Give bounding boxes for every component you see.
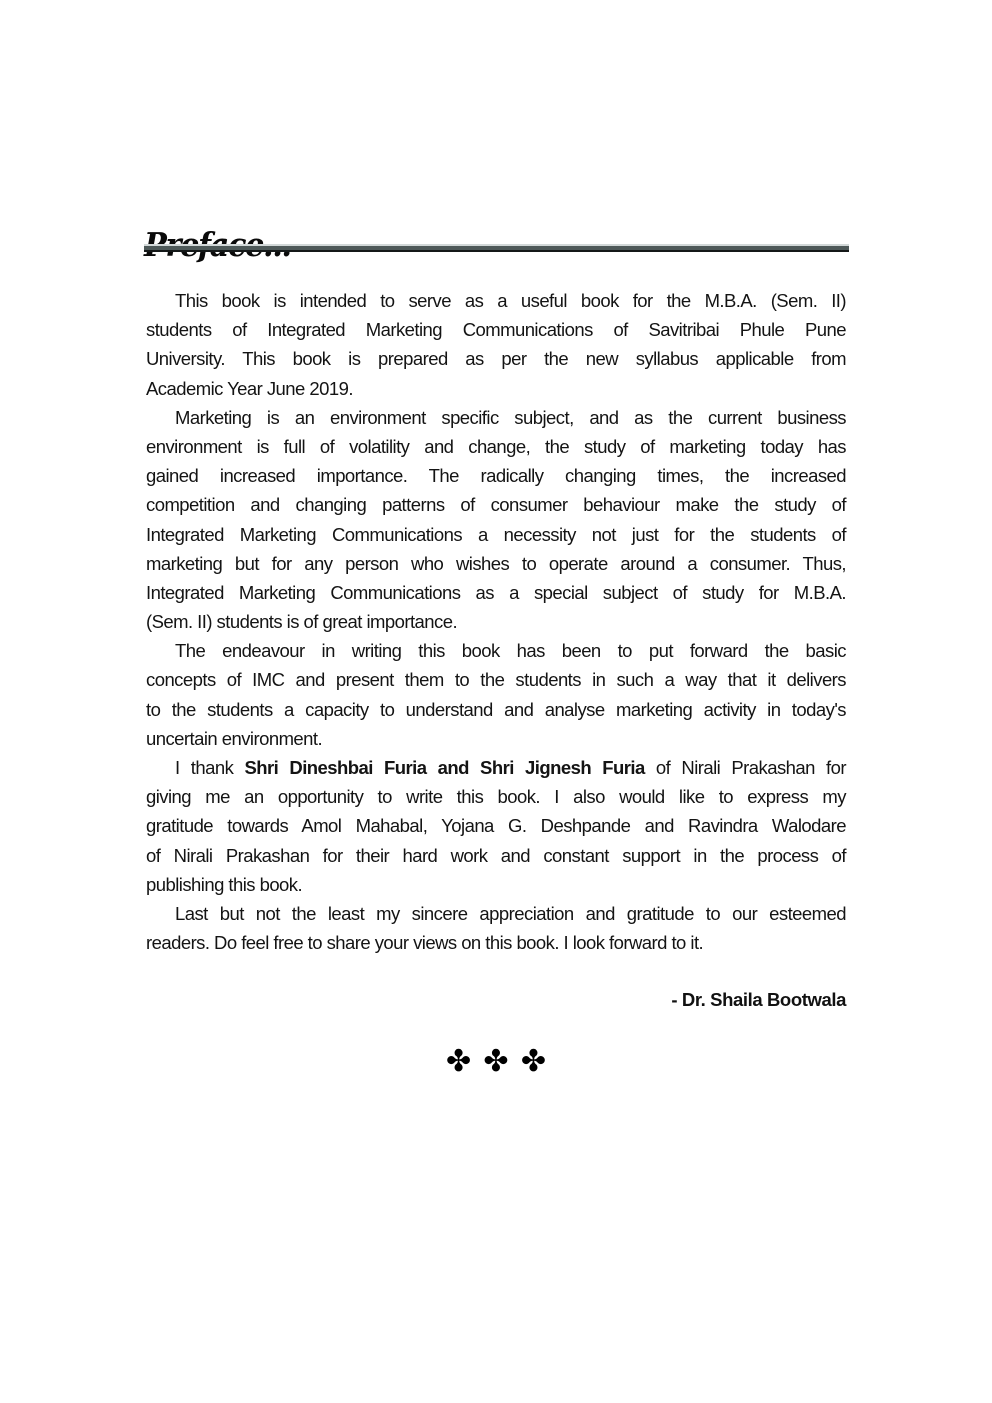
- text-line: The endeavour in writing this book has been to put forward the basic: [175, 640, 846, 662]
- text-line: This book is intended to serve as a useful book for the M.B.A. (Sem. II): [175, 290, 846, 311]
- text-line: competition and changing patterns of consumer behaviour make the study of: [146, 494, 846, 516]
- text-line: giving me an opportunity to write this book. I also would like to express my: [146, 786, 846, 808]
- preface-body: [146, 286, 846, 957]
- author-signature: - Dr. Shaila Bootwala: [671, 989, 846, 1010]
- title-divider: [144, 244, 849, 252]
- four-petal-flower-icon: ✤: [446, 1044, 472, 1079]
- text-line: (Sem. II) students is of great importance.: [146, 611, 458, 633]
- text-line: I thank Shri Dineshbai Furia and Shri Jignesh Furia of Nirali Prakashan for: [175, 757, 846, 778]
- text-line: Academic Year June 2019.: [146, 377, 353, 399]
- text-line: marketing but for any person who wishes to operate around a consumer. Thus,: [146, 552, 846, 574]
- text-line: readers. Do feel free to share your views on this book. I look forward to it.: [146, 932, 704, 954]
- text-line: Last but not the least my sincere appreciation and gratitude to our esteemed: [175, 902, 846, 924]
- text-line: uncertain environment.: [146, 727, 323, 749]
- text-line: students of Integrated Marketing Communications of Savitribai Phule Pune: [146, 319, 846, 341]
- paragraph-intended-use: [146, 286, 846, 403]
- divider-shadow: [144, 250, 849, 252]
- paragraph-endeavour: [146, 636, 846, 753]
- four-petal-flower-icon: ✤: [483, 1044, 509, 1079]
- text-line: concepts of IMC and present them to the students in such a way that it delivers: [146, 669, 846, 691]
- text-line: of Nirali Prakashan for their hard work and constant support in the process of: [146, 844, 846, 866]
- text-line: to the students a capacity to understand and analyse marketing activity in today's: [146, 698, 846, 720]
- text-line: Marketing is an environment specific subject, and as the current business: [175, 406, 846, 428]
- paragraph-reader-appreciation: [146, 899, 846, 957]
- text-line: environment is full of volatility and change, the study of marketing today has: [146, 435, 846, 457]
- paragraph-acknowledgements: [146, 753, 846, 899]
- paragraph-marketing-importance: [146, 403, 846, 637]
- section-end-ornaments: [446, 1044, 546, 1080]
- text-line: publishing this book.: [146, 873, 303, 895]
- text-line: gained increased importance. The radically changing times, the increased: [146, 465, 846, 487]
- publisher-names: Shri Dineshbai Furia and Shri Jignesh Furia: [244, 757, 645, 778]
- text-line: gratitude towards Amol Mahabal, Yojana G. Deshpande and Ravindra Walodare: [146, 815, 846, 837]
- four-petal-flower-icon: ✤: [520, 1044, 546, 1079]
- text-line: Integrated Marketing Communications a necessity not just for the students of: [146, 523, 846, 545]
- text-line: Integrated Marketing Communications as a special subject of study for M.B.A.: [146, 581, 846, 603]
- text-line: University. This book is prepared as per the new syllabus applicable from: [146, 348, 846, 370]
